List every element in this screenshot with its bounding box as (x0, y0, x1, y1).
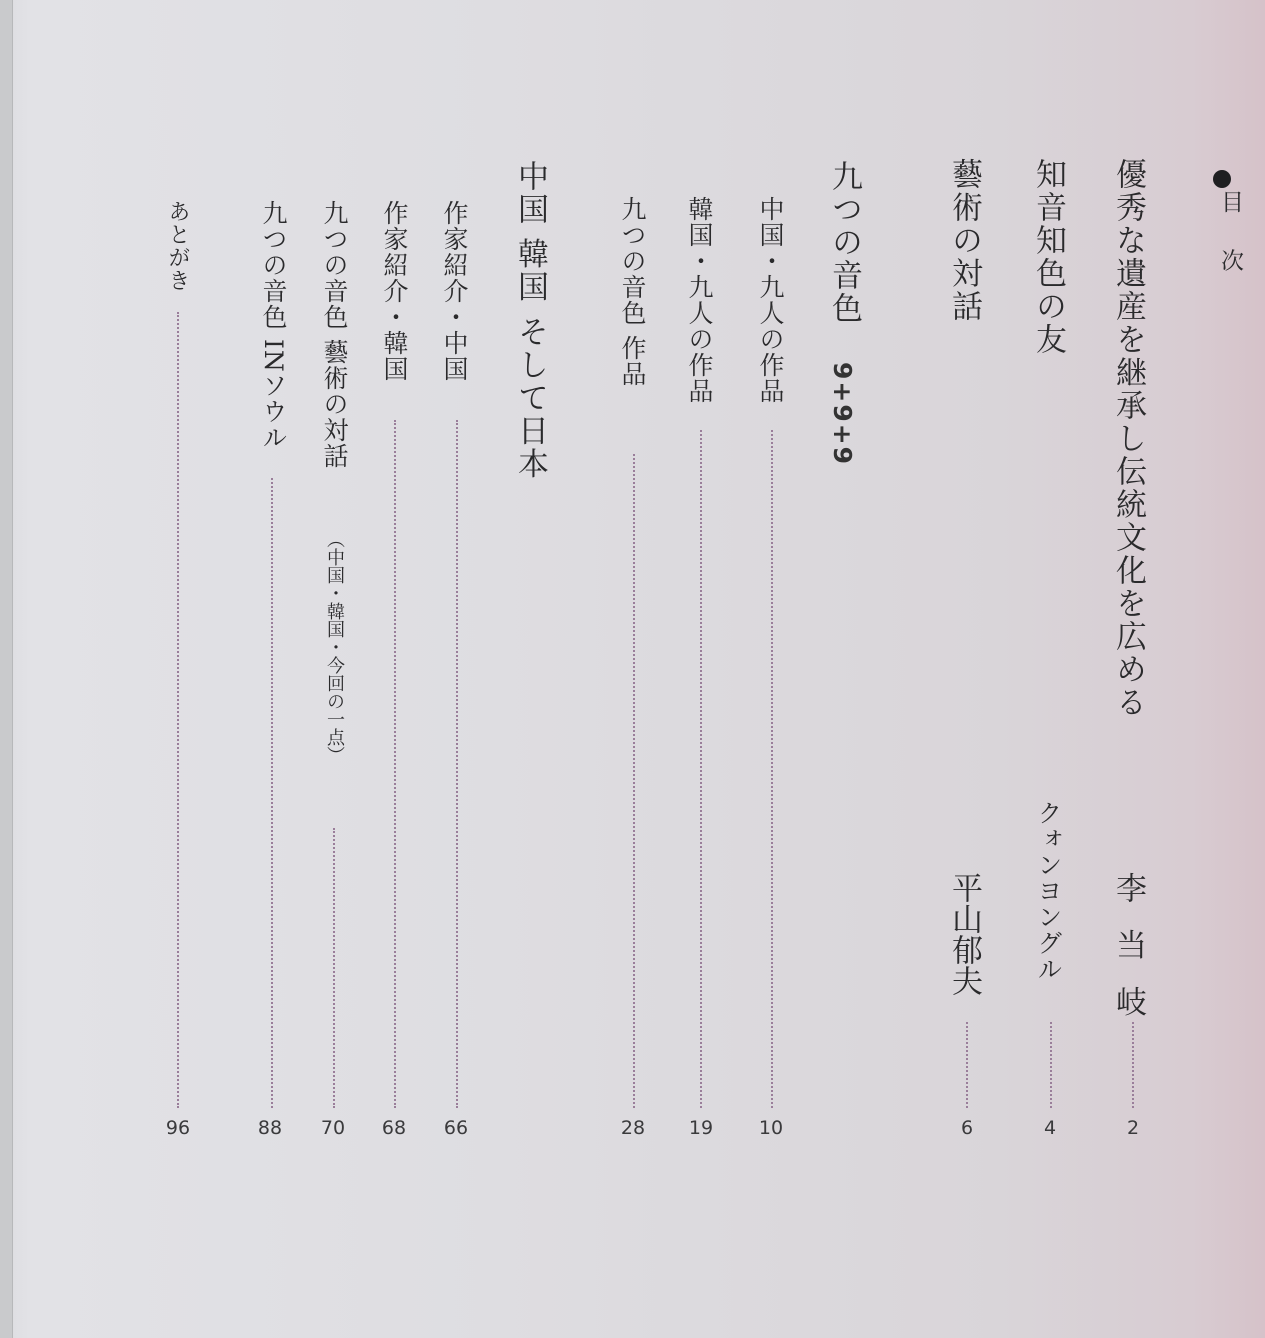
page-number: 68 (381, 1117, 407, 1139)
page-number: 28 (620, 1117, 646, 1139)
leader-dots (177, 312, 179, 1108)
page-number: 10 (758, 1117, 784, 1139)
toc-entry-author: 平山郁夫 (946, 872, 982, 996)
leader-dots (633, 454, 635, 1108)
toc-entry-subtitle: （中国・韓国・今回の一点） (324, 530, 345, 764)
toc-entry-title: 優秀な遺産を継承し伝統文化を広める (1110, 158, 1146, 719)
leader-dots (1132, 1022, 1134, 1108)
leader-dots (700, 430, 702, 1108)
leader-dots (1050, 1022, 1052, 1108)
toc-section-heading-number: 9+9+9 (828, 362, 857, 467)
leader-dots (966, 1022, 968, 1108)
leader-dots (333, 828, 335, 1108)
toc-entry-author: 李 当 岐 (1110, 872, 1146, 1025)
page-number: 70 (320, 1117, 346, 1139)
toc-entry-title: 藝術の対話 (946, 158, 982, 323)
toc-entry-title: 中国・九人の作品 (756, 196, 785, 404)
leader-dots (394, 420, 396, 1108)
page-number: 96 (165, 1117, 191, 1139)
toc-entry-title: 知音知色の友 (1030, 158, 1066, 356)
toc-entry-author: クォンヨングル (1034, 800, 1063, 982)
toc-entry-title: 作家紹介・韓国 (380, 200, 409, 382)
page-number: 19 (688, 1117, 714, 1139)
toc-header: 目 次 (1217, 190, 1243, 286)
toc-entry-title: 九つの音色 作品 (618, 196, 647, 387)
page-number: 66 (443, 1117, 469, 1139)
toc-entry-title: 作家紹介・中国 (440, 200, 469, 382)
leader-dots (456, 420, 458, 1108)
toc-entry-title: あとがき (165, 200, 190, 292)
book-spine-edge (0, 0, 13, 1338)
bullet-icon (1213, 170, 1231, 188)
page-number: 4 (1043, 1117, 1057, 1139)
leader-dots (271, 478, 273, 1108)
leader-dots (771, 430, 773, 1108)
toc-entry-title: 韓国・九人の作品 (685, 196, 714, 404)
page-number: 88 (257, 1117, 283, 1139)
toc-section-heading: 九つの音色 (826, 160, 862, 325)
toc-section-heading: 中国 韓国 そして日本 (512, 160, 548, 481)
page-number: 2 (1126, 1117, 1140, 1139)
toc-entry-title: 九つの音色 INソウル (259, 200, 288, 451)
page-number: 6 (960, 1117, 974, 1139)
toc-entry-title: 九つの音色 藝術の対話 (320, 200, 349, 469)
